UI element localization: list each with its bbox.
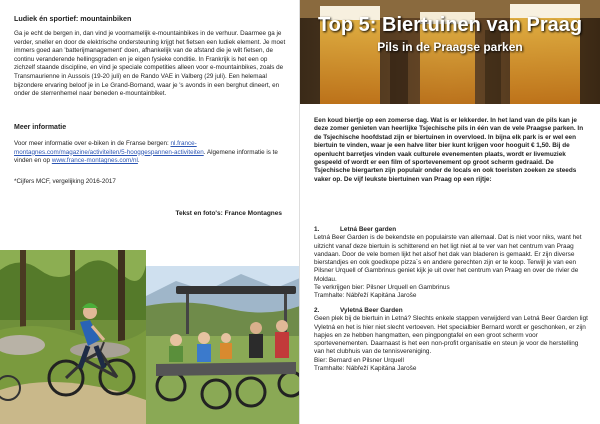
mountainbike-body: Ga je echt de bergen in, dan vind je voornamelijk e-mountainbikes in de verhuur. Daarmee ga je verder, sneller en door de elektrische ondersteuning krijgt het fietsen een ludiek element. Je moet immers goed aan 'batterijmanagement' doen, afhankelijk van de afstand die je wilt fietsen, de continu veranderende hellingsgraden en je eigen fysieke conditie. In Frankrijk is het een op zichzelf staande discipline, en vind je speciale competities alleen voor e-mountainbikes, zoals de Transmaurienne in Aussois (19-20 juli) en de Rando VAE in Valberg (29 juli). Een helemaal bijzondere ervaring beloof je in Le Grand-Bornand, waar je 's avonds in een berghut dineert, en onder de sterrenhemel naar beneden e-mountainbiket. [14, 30, 286, 98]
section-2-tram: Tramhalte: Nábřeží Kapitána Jaroše [314, 365, 417, 373]
mountainbiker-illustration [0, 250, 146, 424]
more-info-link-2[interactable]: www.france-montagnes.com/nl [51, 157, 138, 165]
beer-garden-section-2 [314, 307, 590, 373]
section-2-heading [314, 307, 590, 315]
section-2-beer: Bier: Bernard en Pilsner Urquell [314, 356, 404, 364]
beer-glasses-header-image [300, 0, 600, 104]
section-1-heading [314, 226, 590, 234]
article-subtitle: Pils in de Praagse parken [377, 40, 523, 54]
section-1-body: Letná Beer Garden is de bekendste en populairste van allemaal. Dat is niet voor niks, want het uitzicht vanaf deze biertuin is schitterend en het ligt niet al te ver van het centrum van Praag vandaan. Door de vele bomen lijkt het alsof het dak van bladeren is gemaakt. Er zijn diverse bierstandjes en ook goedkope pizza´s en andere gerechten zijn er te koop. Terwijl je van een Pilsner Urquell of Gambrinus geniet kijk je uit over het centrum van Praag en over de rivier de Moldau. [314, 234, 582, 283]
figures-note: *Cijfers MCF, vergelijking 2016-2017 [14, 178, 116, 185]
more-info-text [14, 140, 286, 166]
mountainbiker-photo [0, 250, 146, 424]
more-info-link-1[interactable]: nl.france-montagnes.com/magazine/activiteiten/5-hooggespannen-activiteiten [14, 140, 204, 156]
group-ride-illustration [146, 266, 300, 424]
credit-line: Tekst en foto's: France Montagnes [175, 210, 282, 217]
section-1-title: Letná Beer garden [340, 226, 397, 233]
article-title: Top 5: Biertuinen van Praag [317, 14, 583, 36]
more-info-text-3: . [137, 157, 140, 165]
group-ride-photo [146, 266, 300, 424]
more-info-text-1: Voor meer informatie over e-biken in de Franse bergen: [14, 140, 171, 147]
article-intro: Een koud biertje op een zomerse dag. Wat is er lekkerder. In het land van de pils kan je deze zomer genieten van heerlijke Tsjechische pils in één van de vele Praagse parken. In de Tsjechische hoofdstad zijn er biertuinen in overvloed. In bijna elk park is er wel een biertuin te vinden, waar je een halve liter bier kunt krijgen voor hooguit € 1,50. Bij de openlucht barretjes vinden vaak culturele evenementen plaats, wordt er livemuziek gespeeld of wordt er een film of sportevenement op groot scherm gedraaid. De Tsjechische biergarten zijn populair onder de locals en ook toeristen zoeken ze steeds vaker op. De vijf leukste biertuinen van Praag op een rijtje: [314, 117, 584, 183]
more-info-heading: Meer informatie [14, 124, 67, 131]
section-1-number: 1. [314, 226, 320, 233]
right-page [300, 0, 600, 424]
section-2-title: Vyletná Beer Garden [340, 307, 403, 314]
mountainbike-heading: Ludiek én sportief: mountainbiken [14, 14, 132, 23]
section-2-number: 2. [314, 307, 320, 314]
section-2-body: Geen plek bij de biertuin in Letná? Slechts enkele stappen verwijderd van Letná Beer Garden ligt Vyletná en het is hier niet slecht vertoeven. Het specialbier Bernard wordt er geschonken, er zijn hapjes en ze hebben hangmatten, een pingpongtafel en een groot scherm voor sportevenementen. Daarnaast is het een non-profit organisatie en steun je voor de herstelling van het clubhuis van de tennisvereniging. [314, 315, 588, 356]
section-1-tram: Tramhalte: Nábřeží Kapitána Jaroše [314, 292, 417, 300]
beer-garden-section-1 [314, 226, 590, 301]
more-info-text-2: . Algemene informatie is te vinden en op [14, 148, 278, 165]
section-1-beer: Te verkrijgen bier: Pilsner Urquell en Gambrinus [314, 284, 450, 292]
